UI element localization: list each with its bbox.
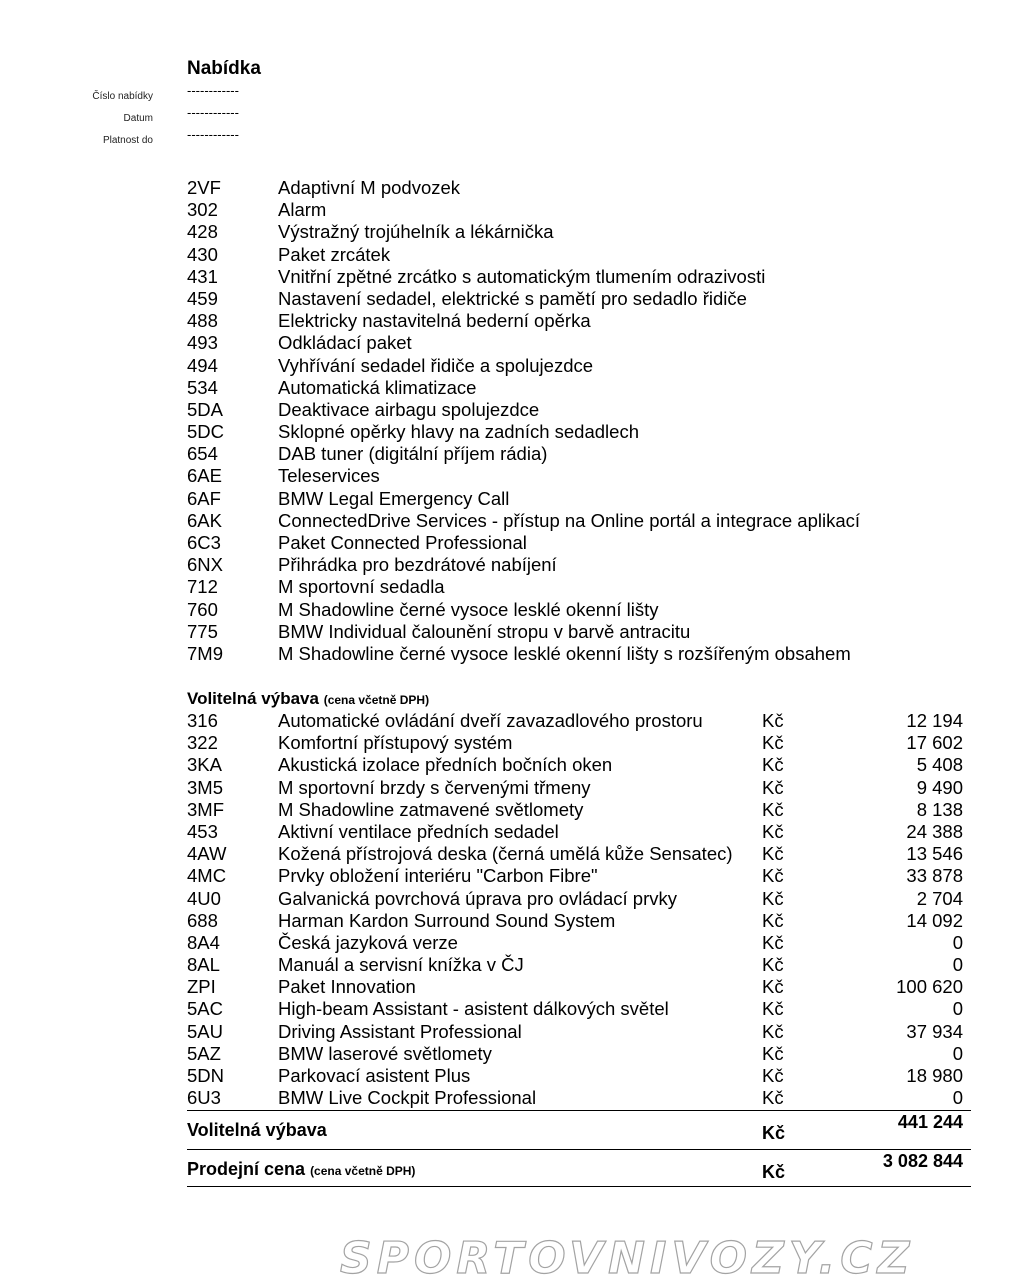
item-description: Česká jazyková verze — [278, 931, 458, 953]
meta-value: ------------ — [187, 105, 239, 120]
item-description: BMW Live Cockpit Professional — [278, 1087, 537, 1109]
divider — [187, 1110, 971, 1111]
item-code: 316 — [187, 710, 218, 731]
table-row — [187, 1043, 967, 1065]
table-row — [187, 976, 967, 998]
meta-label: Datum — [123, 113, 153, 124]
item-currency: Kč — [762, 909, 784, 931]
list-item — [187, 399, 967, 421]
item-code: 5AC — [187, 998, 223, 1020]
table-row — [187, 888, 967, 910]
item-description: Aktivní ventilace předních sedadel — [278, 820, 559, 842]
table-row — [187, 1065, 967, 1087]
item-code: 5AZ — [187, 1042, 221, 1064]
page-title: Nabídka — [187, 58, 261, 79]
table-row — [187, 954, 967, 976]
sale-price-currency: Kč — [762, 1162, 786, 1182]
list-item — [187, 510, 967, 532]
meta-value: ------------ — [187, 83, 239, 98]
item-currency: Kč — [762, 887, 784, 909]
item-code: 322 — [187, 732, 218, 754]
item-code: 4MC — [187, 865, 227, 887]
item-code: 6C3 — [187, 532, 221, 553]
item-description: M sportovní sedadla — [278, 576, 445, 598]
item-description: M Shadowline černé vysoce lesklé okenní lišty s rozšířeným obsahem — [278, 642, 851, 664]
item-code: 2VF — [187, 177, 221, 198]
item-code: 5AU — [187, 1020, 223, 1042]
item-code: 430 — [187, 243, 218, 265]
list-item — [187, 421, 967, 443]
item-currency: Kč — [762, 776, 784, 798]
item-price: 0 — [952, 998, 963, 1020]
item-description: Vnitřní zpětné zrcátko s automatickým tlumením odrazivosti — [278, 265, 766, 287]
table-row — [187, 865, 967, 887]
item-currency: Kč — [762, 1065, 784, 1086]
item-code: 8A4 — [187, 931, 220, 953]
meta-label: Platnost do — [102, 135, 153, 146]
item-currency: Kč — [762, 798, 784, 820]
item-description: Prvky obložení interiéru "Carbon Fibre" — [278, 865, 598, 887]
list-item — [187, 244, 967, 266]
item-description: Odkládací paket — [278, 332, 412, 354]
item-currency: Kč — [762, 954, 784, 976]
list-item — [187, 465, 967, 487]
item-price: 0 — [952, 954, 963, 976]
item-currency: Kč — [762, 931, 784, 953]
item-description: M sportovní brzdy s červenými třmeny — [278, 776, 591, 798]
table-row — [187, 932, 967, 954]
sale-price-note: (cena včetně DPH) — [310, 1164, 416, 1178]
optional-equipment-list — [187, 710, 967, 1109]
item-description: Elektricky nastavitelná bederní opěrka — [278, 310, 591, 332]
item-description: Harman Kardon Surround Sound System — [278, 909, 616, 931]
item-code: 5DC — [187, 421, 225, 443]
list-item — [187, 221, 967, 243]
table-row — [187, 821, 967, 843]
item-code: 6AE — [187, 465, 222, 487]
item-code: 688 — [187, 909, 218, 931]
list-item — [187, 177, 967, 199]
list-item — [187, 377, 967, 399]
list-item — [187, 488, 967, 510]
item-currency: Kč — [762, 1020, 784, 1042]
optional-section-note: (cena včetně DPH) — [323, 693, 430, 707]
list-item — [187, 643, 967, 665]
table-row — [187, 910, 967, 932]
item-currency: Kč — [762, 865, 784, 887]
list-item — [187, 199, 967, 221]
item-code: 775 — [187, 620, 218, 642]
item-code: 302 — [187, 199, 218, 221]
item-code: 3M5 — [187, 776, 223, 798]
item-description: Teleservices — [278, 465, 380, 487]
item-price: 0 — [952, 1042, 963, 1064]
item-description: Adaptivní M podvozek — [278, 177, 461, 198]
list-item — [187, 266, 967, 288]
item-price: 12 194 — [906, 710, 963, 731]
item-code: 8AL — [187, 954, 220, 976]
item-price: 5 408 — [916, 754, 963, 776]
item-description: Nastavení sedadel, elektrické s pamětí pro sedadlo řidiče — [278, 287, 747, 309]
item-description: Kožená přístrojová deska (černá umělá kůže Sensatec) — [278, 843, 733, 865]
item-code: 4U0 — [187, 887, 221, 909]
item-price: 13 546 — [906, 843, 963, 865]
item-description: Komfortní přístupový systém — [278, 732, 513, 754]
item-price: 100 620 — [896, 976, 963, 998]
item-description: BMW Individual čalounění stropu v barvě antracitu — [278, 620, 691, 642]
item-description: BMW Legal Emergency Call — [278, 487, 510, 509]
item-price: 0 — [952, 931, 963, 953]
item-price: 17 602 — [906, 732, 963, 754]
table-row — [187, 799, 967, 821]
item-code: 5DN — [187, 1065, 225, 1086]
list-item — [187, 621, 967, 643]
meta-value: ------------ — [187, 127, 239, 142]
sale-price-row — [187, 1151, 967, 1182]
item-description: Automatické ovládání dveří zavazadlového prostoru — [278, 710, 703, 731]
item-description: Paket Connected Professional — [278, 532, 527, 553]
sale-price-value: 3 082 844 — [882, 1151, 963, 1171]
item-description: Parkovací asistent Plus — [278, 1065, 471, 1086]
standard-equipment-list — [187, 177, 967, 665]
table-row — [187, 754, 967, 776]
item-price: 0 — [952, 1087, 963, 1109]
item-price: 2 704 — [916, 887, 963, 909]
item-description: Alarm — [278, 199, 327, 221]
list-item — [187, 288, 967, 310]
item-description: M Shadowline zatmavené světlomety — [278, 798, 584, 820]
item-code: 493 — [187, 332, 218, 354]
item-currency: Kč — [762, 1087, 784, 1109]
item-description: Manuál a servisní knížka v ČJ — [278, 954, 524, 976]
item-code: 760 — [187, 598, 218, 620]
item-code: 3KA — [187, 754, 222, 776]
item-price: 37 934 — [906, 1020, 963, 1042]
item-description: Vyhřívání sedadel řidiče a spolujezdce — [278, 354, 594, 376]
item-code: 453 — [187, 820, 218, 842]
item-code: 712 — [187, 576, 218, 598]
item-code: 4AW — [187, 843, 227, 865]
table-row — [187, 843, 967, 865]
table-row — [187, 732, 967, 754]
item-description: Automatická klimatizace — [278, 376, 477, 398]
item-currency: Kč — [762, 1042, 784, 1064]
item-code: 431 — [187, 265, 218, 287]
item-currency: Kč — [762, 998, 784, 1020]
meta-label: Číslo nabídky — [92, 91, 153, 102]
item-description: Paket zrcátek — [278, 243, 391, 265]
divider — [187, 1149, 971, 1150]
item-price: 9 490 — [916, 776, 963, 798]
item-description: Sklopné opěrky hlavy na zadních sedadlech — [278, 421, 639, 443]
list-item — [187, 599, 967, 621]
table-row — [187, 998, 967, 1020]
item-description: Driving Assistant Professional — [278, 1020, 522, 1042]
watermark: SPORTOVNIVOZY.CZ — [340, 1233, 915, 1284]
table-row — [187, 1021, 967, 1043]
list-item — [187, 443, 967, 465]
item-price: 24 388 — [906, 820, 963, 842]
table-row — [187, 710, 967, 732]
item-description: DAB tuner (digitální příjem rádia) — [278, 443, 548, 465]
item-currency: Kč — [762, 710, 784, 731]
item-code: 6AK — [187, 509, 222, 531]
item-code: 7M9 — [187, 642, 223, 664]
list-item — [187, 576, 967, 598]
item-code: 5DA — [187, 398, 223, 420]
item-code: 6AF — [187, 487, 221, 509]
item-code: 654 — [187, 443, 218, 465]
item-description: Přihrádka pro bezdrátové nabíjení — [278, 554, 557, 576]
table-row — [187, 777, 967, 799]
total-currency: Kč — [762, 1123, 786, 1143]
list-item — [187, 355, 967, 377]
list-item — [187, 332, 967, 354]
item-description: Paket Innovation — [278, 976, 416, 998]
item-price: 14 092 — [906, 909, 963, 931]
item-code: 459 — [187, 287, 218, 309]
optional-total-row — [187, 1112, 967, 1143]
item-description: Galvanická povrchová úprava pro ovládací prvky — [278, 887, 677, 909]
item-price: 8 138 — [916, 798, 963, 820]
item-description: Deaktivace airbagu spolujezdce — [278, 398, 540, 420]
item-description: BMW laserové světlomety — [278, 1042, 492, 1064]
item-price: 18 980 — [906, 1065, 963, 1086]
divider — [187, 1186, 971, 1187]
item-currency: Kč — [762, 976, 784, 998]
item-price: 33 878 — [906, 865, 963, 887]
item-currency: Kč — [762, 843, 784, 865]
item-currency: Kč — [762, 754, 784, 776]
table-row — [187, 1087, 967, 1109]
item-code: 488 — [187, 310, 218, 332]
item-description: ConnectedDrive Services - přístup na Online portál a integrace aplikací — [278, 509, 861, 531]
item-code: 3MF — [187, 798, 224, 820]
list-item — [187, 554, 967, 576]
item-code: 534 — [187, 376, 218, 398]
list-item — [187, 310, 967, 332]
item-description: Akustická izolace předních bočních oken — [278, 754, 613, 776]
total-value: 441 244 — [897, 1112, 963, 1132]
sale-price-label-group — [187, 1156, 415, 1184]
item-description: High-beam Assistant - asistent dálkových světel — [278, 998, 669, 1020]
item-description: M Shadowline černé vysoce lesklé okenní lišty — [278, 598, 659, 620]
item-code: 6U3 — [187, 1087, 221, 1109]
item-currency: Kč — [762, 732, 784, 754]
sale-price-label: Prodejní cena — [187, 1159, 306, 1179]
optional-section-heading — [187, 688, 429, 711]
total-label: Volitelná výbava — [187, 1120, 327, 1140]
item-currency: Kč — [762, 820, 784, 842]
item-code: 494 — [187, 354, 218, 376]
optional-section-title: Volitelná výbava — [187, 689, 319, 708]
list-item — [187, 532, 967, 554]
item-code: ZPI — [187, 976, 216, 998]
item-code: 428 — [187, 221, 218, 243]
item-description: Výstražný trojúhelník a lékárnička — [278, 221, 554, 243]
meta-valid-until — [0, 127, 280, 152]
item-code: 6NX — [187, 554, 223, 576]
